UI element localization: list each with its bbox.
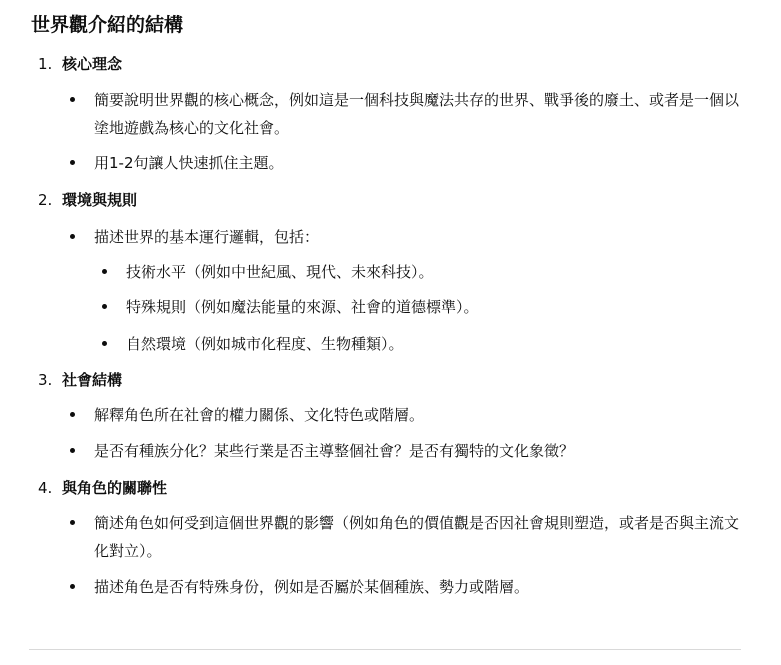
list-item: 用1-2句讓人快速抓住主題。 <box>94 149 744 177</box>
sub-list-item: 技術水平（例如中世紀風、現代、未來科技）。 <box>126 258 746 286</box>
list-item: 簡述角色如何受到這個世界觀的影響（例如角色的價值觀是否因社會規則塑造，或者是否與主流文化對立）。 <box>94 509 744 565</box>
list-item: 是否有種族分化？某些行業是否主導整個社會？是否有獨特的文化象徵？ <box>94 437 744 465</box>
section-heading-character-relation <box>38 477 167 499</box>
page-title: 世界觀介紹的結構 <box>31 14 184 36</box>
section-heading-text: 與角色的關聯性 <box>62 479 168 497</box>
list-item: 描述角色是否有特殊身份，例如是否屬於某個種族、勢力或階層。 <box>94 573 744 601</box>
section-heading-text: 核心理念 <box>62 55 123 73</box>
sub-list-item: 自然環境（例如城市化程度、生物種類）。 <box>126 330 746 358</box>
section-heading-social-structure <box>38 369 122 391</box>
section-number: 3. <box>38 371 53 389</box>
sub-list-item: 特殊規則（例如魔法能量的來源、社會的道德標準）。 <box>126 293 746 321</box>
list-item: 簡要說明世界觀的核心概念，例如這是一個科技與魔法共存的世界、戰爭後的廢土、或者是一個以塗地遊戲為核心的文化社會。 <box>94 86 744 142</box>
section-heading-core-concept <box>38 53 122 75</box>
section-number: 1. <box>38 55 53 73</box>
section-number: 2. <box>38 191 53 209</box>
list-item: 描述世界的基本運行邏輯，包括： <box>94 223 744 251</box>
list-item: 解釋角色所在社會的權力關係、文化特色或階層。 <box>94 401 744 429</box>
divider <box>29 649 741 650</box>
section-heading-environment-rules <box>38 189 137 211</box>
section-number: 4. <box>38 479 53 497</box>
section-heading-text: 社會結構 <box>62 371 123 389</box>
section-heading-text: 環境與規則 <box>62 191 138 209</box>
